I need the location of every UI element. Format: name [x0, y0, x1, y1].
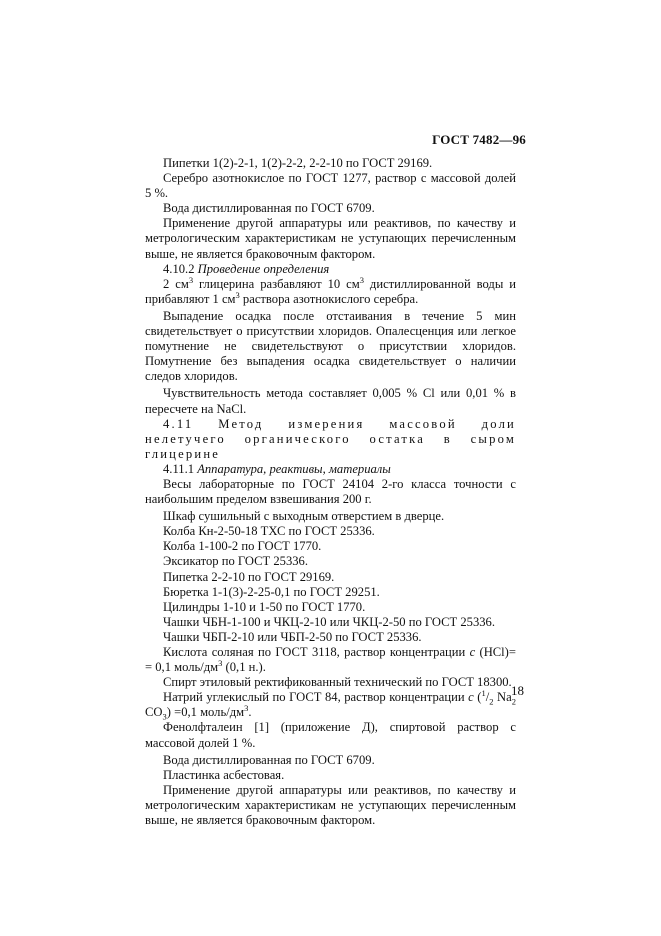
list-item: Вода дистиллированная по ГОСТ 6709. — [163, 752, 375, 767]
list-item: Пластинка асбестовая. — [163, 767, 285, 782]
text-run: . — [248, 705, 252, 720]
superscript: 3 — [359, 274, 364, 285]
paragraph — [145, 274, 516, 307]
subscript: 3 — [162, 711, 167, 722]
list-item: Чашки ЧБН-1-100 и ЧКЦ-2-10 или ЧКЦ-2-50 по ГОСТ 25336. — [163, 614, 496, 629]
text-run: раствора азотнокислого серебра. — [239, 291, 419, 306]
paragraph: Применение другой аппаратуры или реактивов, по качеству и метрологическим характеристикам не уступающих перечисленным выше, не является браковочным фактором. — [145, 782, 516, 828]
paragraph: Выпадение осадка после отстаивания в течение 5 мин свидетельствует о присутствии хлоридов. Опалесценция или легкое помутнение не свидетельствуют о присутствии хлоридов. Помутнение без выпадения осадка свидетельствует о наличии следов хлоридов. — [145, 308, 516, 384]
text-run: Натрий углекислый по ГОСТ 84, раствор концентрации — [163, 690, 469, 705]
superscript: 3 — [218, 657, 223, 668]
subscript: 2 — [489, 696, 494, 707]
text-run: Кислота соляная по ГОСТ 3118, раствор концентрации — [163, 645, 470, 659]
list-item: Бюретка 1-1(3)-2-25-0,1 по ГОСТ 29251. — [163, 584, 380, 599]
list-item: Эксикатор по ГОСТ 25336. — [163, 554, 308, 569]
document-id: ГОСТ 7482—96 — [432, 132, 526, 147]
list-item: Колба 1-100-2 по ГОСТ 1770. — [163, 539, 322, 554]
text-run: CO — [145, 705, 163, 720]
subsection-number: 4.10.2 — [163, 261, 195, 276]
text-run: Na — [493, 690, 512, 705]
subsection-heading — [145, 462, 516, 477]
document-body — [145, 156, 516, 828]
paragraph: Весы лабораторные по ГОСТ 24104 2-го класса точности с наибольшим пределом взвешивания 200 г. — [145, 476, 516, 507]
subsection-heading — [145, 262, 516, 277]
formula-var: c — [469, 645, 476, 659]
paragraph: Спирт этиловый ректификованный технический по ГОСТ 18300. — [163, 675, 512, 690]
text-run: (0,1 н.). — [222, 660, 266, 675]
paragraph: Применение другой аппаратуры или реактивов, по качеству и метрологическим характеристикам не уступающих перечисленным выше, не является браковочным фактором. — [145, 216, 516, 261]
text-run: 2 см — [163, 276, 189, 291]
list-item: Пипетка 2-2-10 по ГОСТ 29169. — [163, 569, 335, 584]
paragraph: Чувствительность метода составляет 0,005 % Cl или 0,01 % в пересчете на NaCl. — [145, 386, 516, 416]
text-run: глицерина разбавляют 10 см — [193, 276, 360, 291]
paragraph: Шкаф сушильный с выходным отверстием в дверце. — [163, 509, 445, 524]
paragraph: Серебро азотнокислое по ГОСТ 1277, раствор с массовой долей 5 %. — [145, 171, 516, 201]
subsection-title: Проведение определения — [197, 261, 330, 276]
text-run: ) =0,1 моль/дм — [166, 705, 245, 720]
subsection-title: Аппаратура, реактивы, материалы — [197, 461, 391, 476]
page-number: 18 — [511, 683, 524, 698]
text-run: дистиллированной воды и прибавляют 1 см — [145, 276, 516, 306]
superscript: 3 — [244, 703, 249, 714]
paragraph — [145, 645, 516, 675]
paragraph: Пипетки 1(2)-2-1, 1(2)-2-2, 2-2-10 по ГОСТ 29169. — [163, 156, 433, 170]
subsection-number: 4.11.1 — [163, 461, 195, 476]
list-item: Чашки ЧБП-2-10 или ЧБП-2-50 по ГОСТ 25336. — [163, 629, 422, 644]
formula-var: c — [468, 690, 474, 705]
list-item: Колба Кн-2-50-18 ТХС по ГОСТ 25336. — [163, 524, 375, 539]
paragraph: Фенолфталеин [1] (приложение Д), спиртовой раствор с массовой долей 1 %. — [145, 720, 516, 750]
list-item: Цилиндры 1-10 и 1-50 по ГОСТ 1770. — [163, 599, 366, 614]
superscript: 3 — [235, 289, 240, 300]
text-run: (HCl)= = 0,1 моль/дм — [145, 645, 516, 675]
superscript: 1 — [481, 688, 486, 699]
section-heading: 4.11 Метод измерения массовой доли нелетучего органического остатка в сыром глицерине — [145, 416, 516, 461]
text-run: ( — [473, 690, 482, 705]
paragraph: Вода дистиллированная по ГОСТ 6709. — [163, 201, 375, 216]
subscript: 2 — [511, 696, 516, 707]
paragraph — [145, 690, 516, 720]
superscript: 3 — [188, 274, 194, 285]
text-run: / — [485, 690, 490, 705]
